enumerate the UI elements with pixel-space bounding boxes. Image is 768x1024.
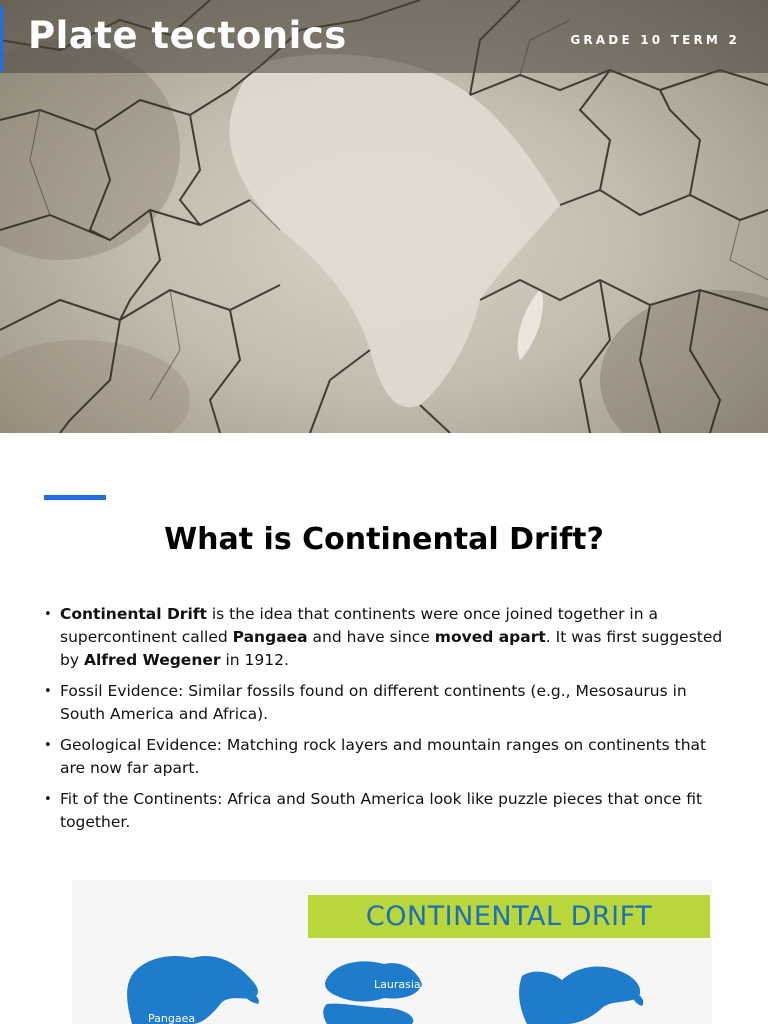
- pangaea-label: Pangaea: [148, 1012, 196, 1024]
- modern-continents-shape: [519, 966, 640, 1024]
- bullet-dot: •: [44, 738, 52, 753]
- bullet-text: Fit of the Continents: Africa and South America look like puzzle pieces that once fit together.: [60, 790, 703, 831]
- bullet-list: [44, 603, 724, 842]
- bullet-text: Fossil Evidence: Similar fossils found on different continents (e.g., Mesosaurus in South America and Africa).: [60, 682, 687, 723]
- bullet-dot: •: [44, 684, 52, 699]
- bullet-bold-text: Alfred Wegener: [83, 651, 221, 669]
- bullet-text: in 1912.: [220, 651, 289, 669]
- bullet-text: . It was first suggested by: [60, 628, 723, 669]
- bullet-dot: •: [44, 792, 52, 807]
- section-heading: What is Continental Drift?: [164, 522, 604, 557]
- bullet-bold-text: moved apart: [434, 628, 546, 646]
- page-title: Plate tectonics: [28, 14, 347, 57]
- laurasia-label: Laurasia: [374, 978, 421, 991]
- bullet-item: [44, 603, 724, 672]
- bullet-item: [44, 680, 724, 726]
- figure-banner-text: CONTINENTAL DRIFT: [365, 901, 653, 932]
- bullet-bold-text: Pangaea: [232, 628, 308, 646]
- continental-drift-figure: [72, 880, 712, 1024]
- bullet-text: Geological Evidence: Matching rock layers and mountain ranges on continents that are now far apart.: [60, 736, 707, 777]
- gondwana-shape: [323, 1004, 413, 1024]
- bullet-bold-text: Continental Drift: [60, 605, 207, 623]
- section-accent-line: [44, 495, 106, 500]
- title-accent-bar: [0, 6, 3, 72]
- bullet-item: [44, 734, 724, 780]
- figure-banner: [308, 895, 710, 938]
- bullet-text: is the idea that continents were once joined together in a supercontinent called: [60, 605, 658, 646]
- term-label: GRADE 10 TERM 2: [570, 33, 740, 47]
- bullet-text: and have since: [307, 628, 435, 646]
- hero-image: [0, 0, 768, 433]
- bullet-dot: •: [44, 607, 52, 622]
- bullet-item: [44, 788, 724, 834]
